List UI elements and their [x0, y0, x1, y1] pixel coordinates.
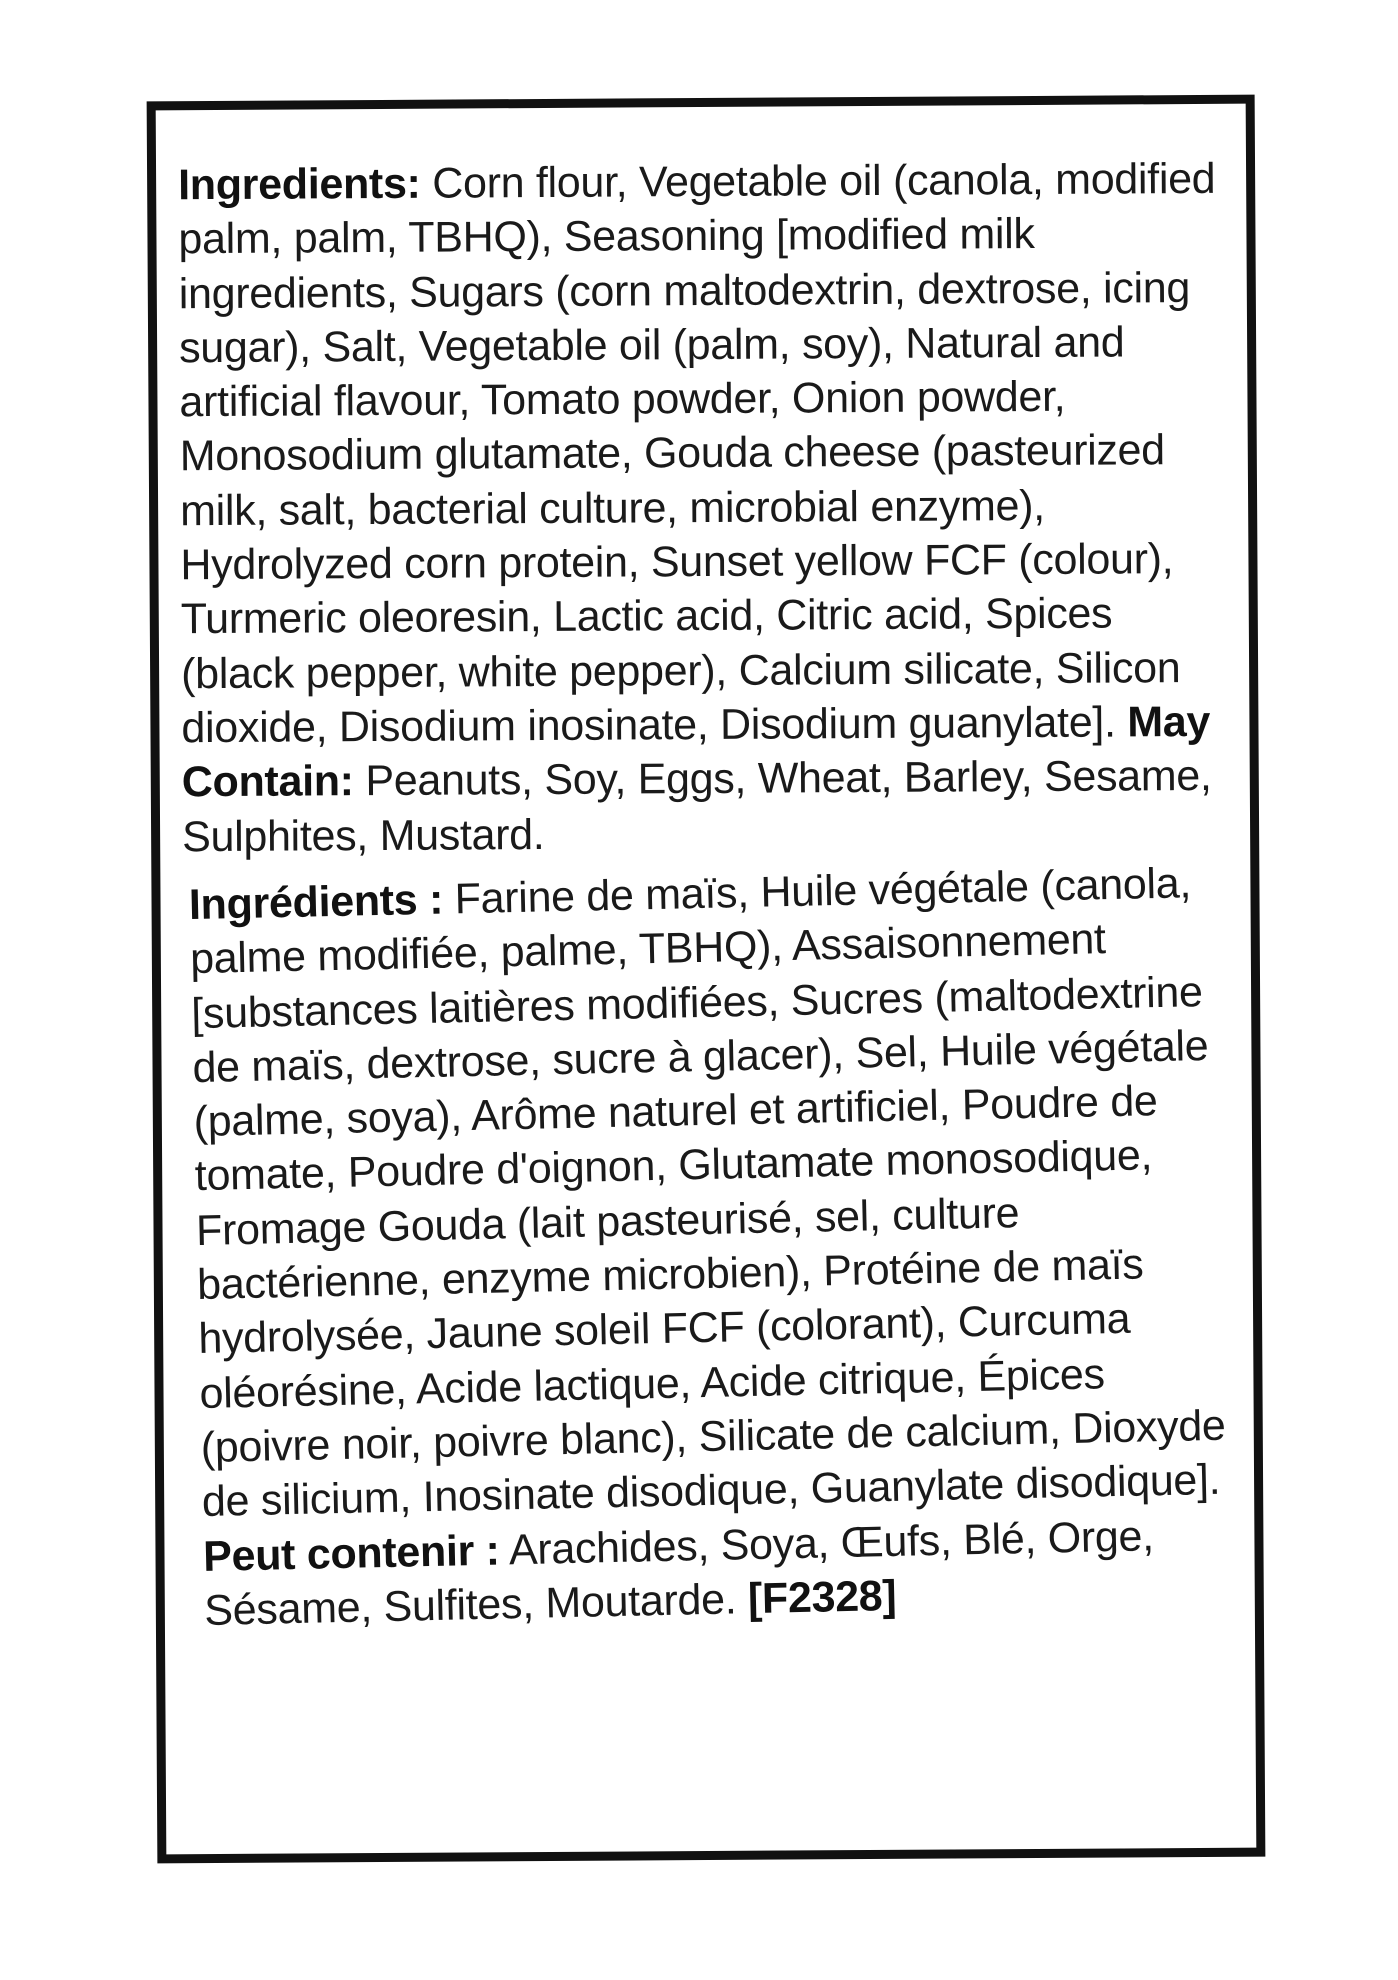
product-code: [F2328] [747, 1571, 897, 1623]
english-ingredients-text: Corn flour, Vegetable oil (canola, modified palm, palm, TBHQ), Seasoning [modified milk ingredients, Sugars (corn maltodextrin, dextrose, icing sugar), Salt, Vegetable oil (palm, soy), Natural and artificial flavour, Tomato powder, Onion powder, Monosodium glutamate, Gouda cheese (pasteurized milk, salt, bacterial culture, microbial enzyme), Hydrolyzed corn protein, Sunset yellow FCF (colour), Turmeric oleoresin, Lactic acid, Citric acid, Spices (black pepper, white pepper), Calcium silicate, Silicon dioxide, Disodium inosinate, Disodium guanylate]. [178, 154, 1216, 753]
french-ingredients-heading: Ingrédients : [188, 875, 444, 930]
english-allergen-heading: May Contain: [181, 697, 1211, 807]
english-ingredients [178, 152, 1222, 864]
french-allergen-heading: Peut contenir : [202, 1525, 501, 1581]
ingredient-label [147, 95, 1266, 1864]
french-ingredients-text: Farine de maïs, Huile végétale (canola, palme modifiée, palme, TBHQ), Assaisonnement [substances laitières modifiées, Sucres (maltodextrine de maïs, dextrose, sucre à glacer), Sel, Huile végétale (palme, soya), Arôme naturel et artificiel, Poudre de tomate, Poudre d'oignon, Glutamate monosodique, Fromage Gouda (lait pasteurisé, sel, culture bactérienne, enzyme microbien), Protéine de maïs hydrolysée, Jaune soleil FCF (colorant), Curcuma oléorésine, Acide lactique, Acide citrique, Épices (poivre noir, poivre blanc), Silicate de calcium, Dioxyde de silicium, Inosinate disodique, Guanylate disodique]. [189, 859, 1227, 1527]
english-allergen-text: Peanuts, Soy, Eggs, Wheat, Barley, Sesame, Sulphites, Mustard. [181, 752, 1212, 861]
french-ingredients [188, 855, 1238, 1638]
label-content [178, 152, 1227, 1638]
english-ingredients-heading: Ingredients: [177, 159, 421, 210]
french-allergen-text: Arachides, Soya, Œufs, Blé, Orge, Sésame, Sulfites, Moutarde. [203, 1511, 1155, 1635]
